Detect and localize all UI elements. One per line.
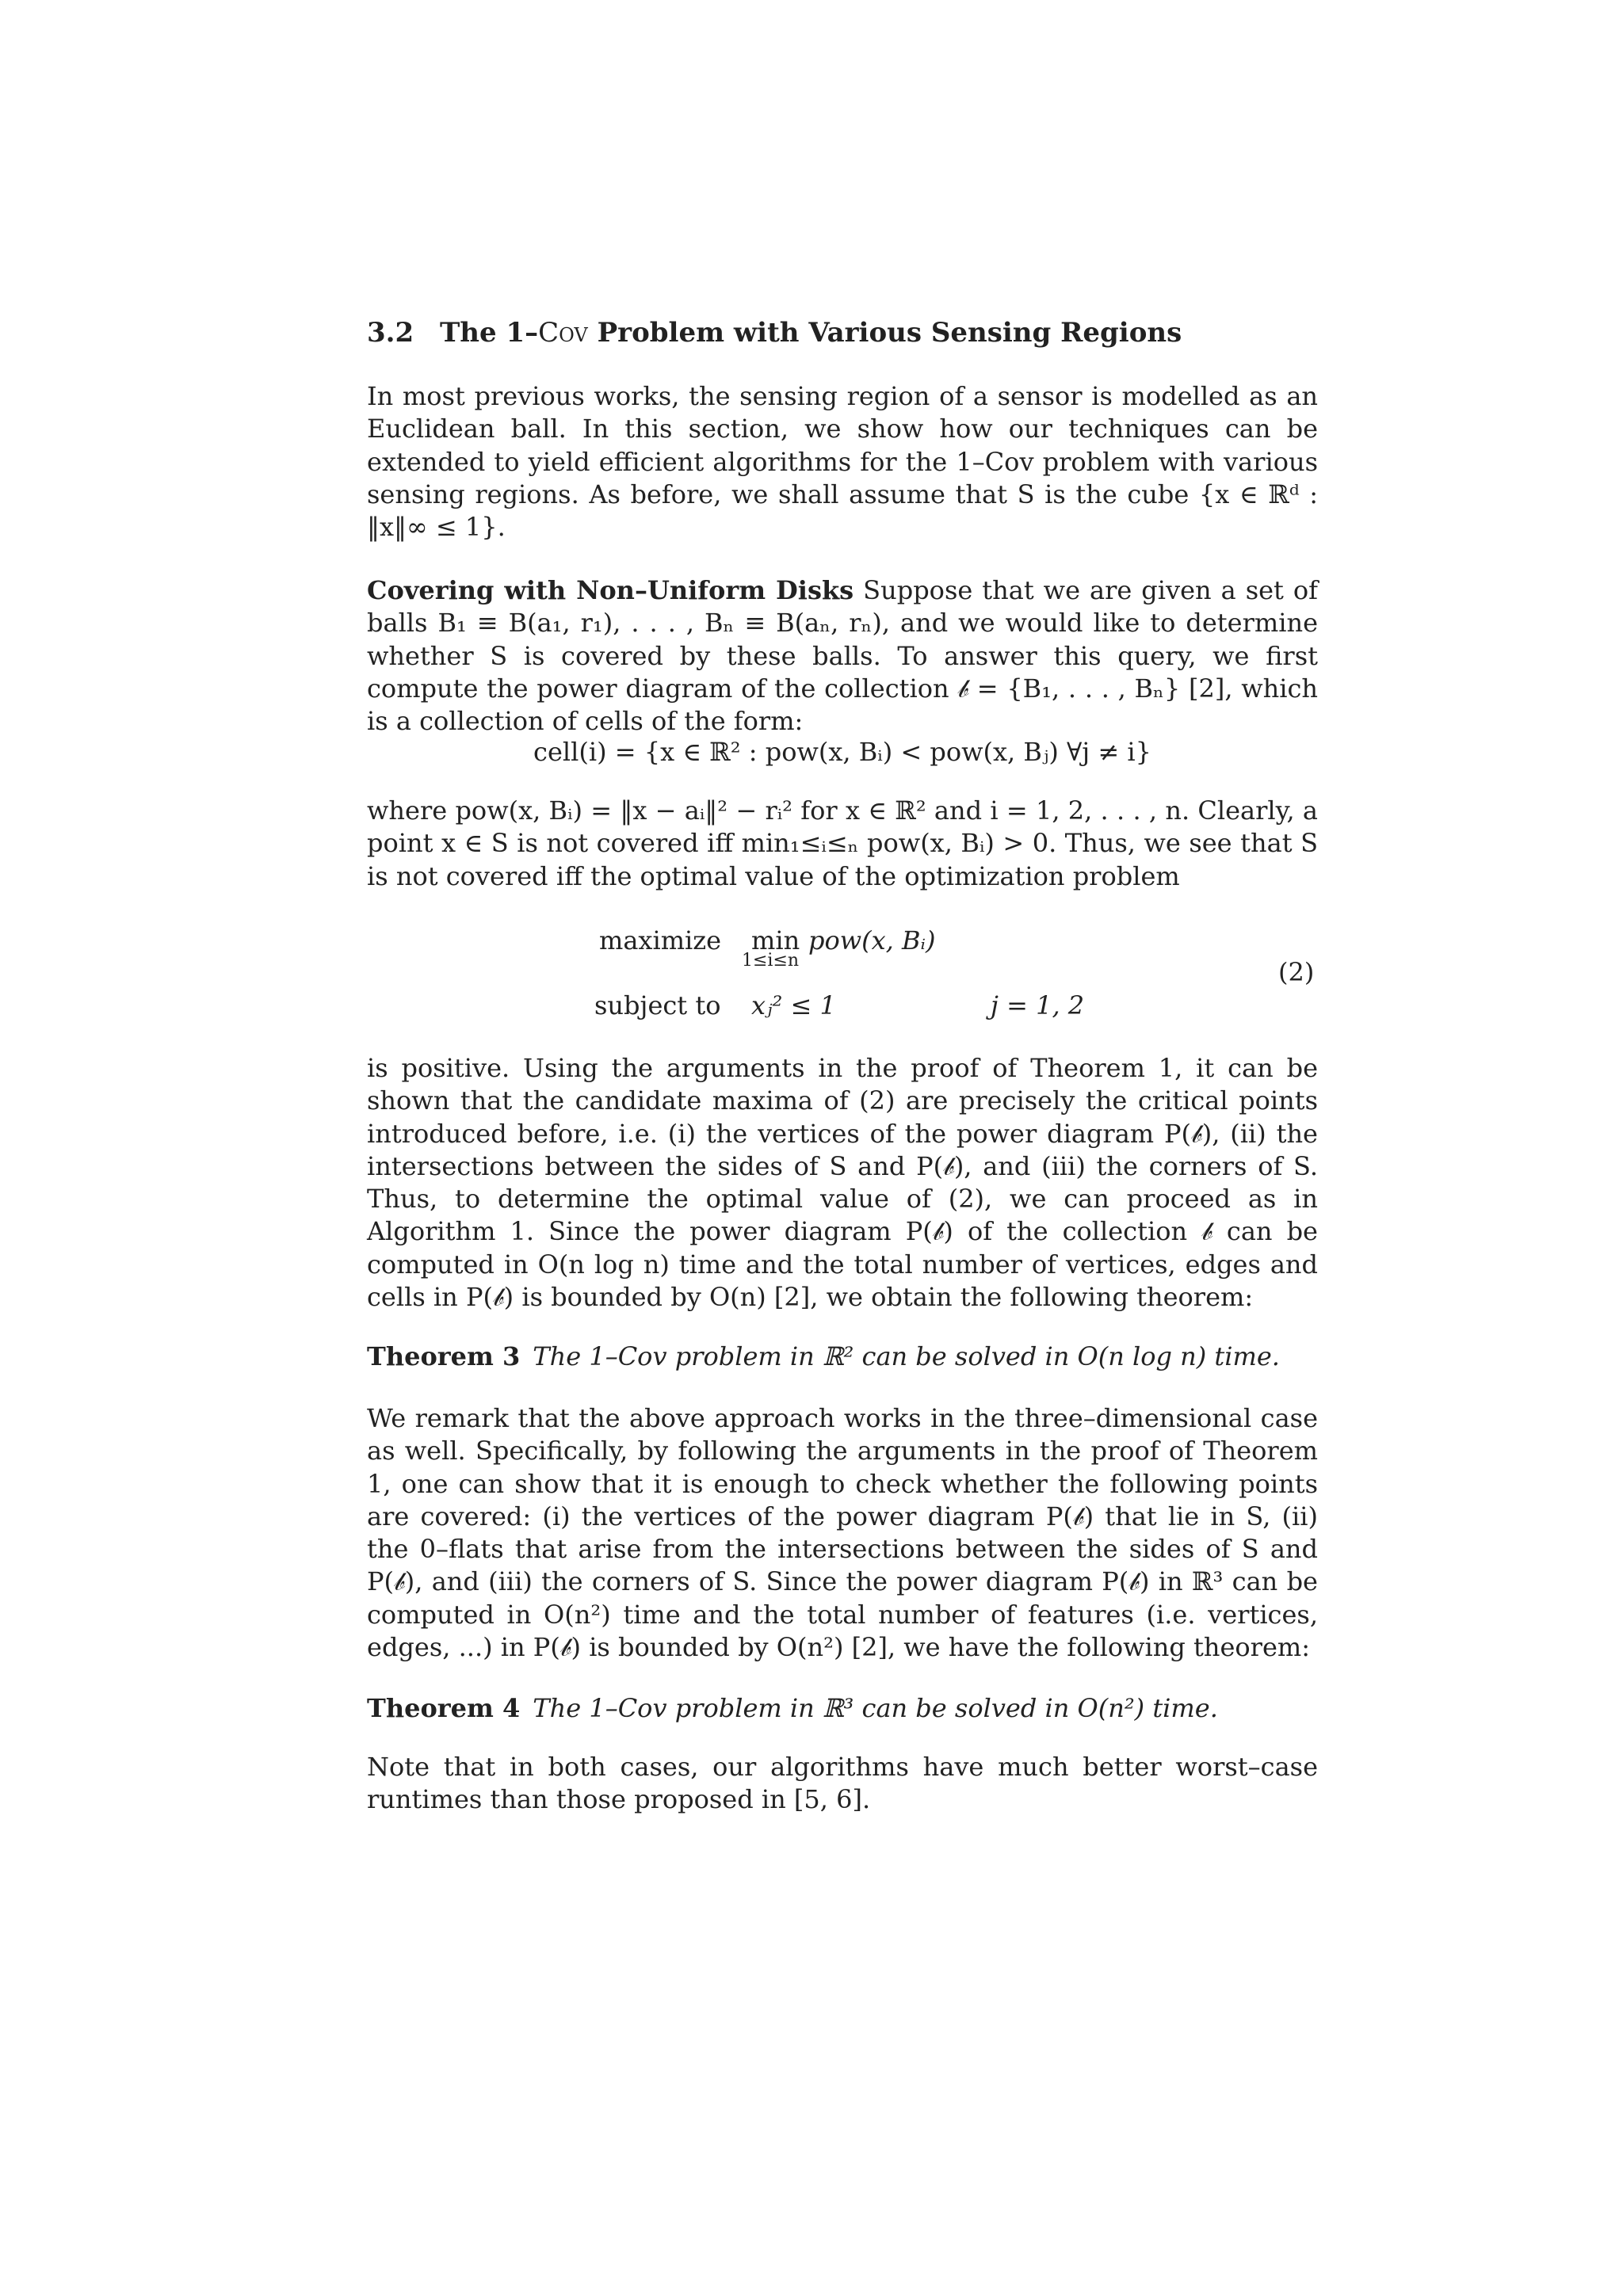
paragraph-heading: Covering with Non–Uniform Disks — [367, 575, 854, 605]
opt-range: j = 1, 2 — [991, 990, 1085, 1020]
paragraph-pow-definition: where pow(x, Bᵢ) = ‖x − aᵢ‖² − rᵢ² for x ∈ ℝ² and i = 1, 2, . . . , n. Clearly, a point x ∈ S is not covered iff min₁≤ᵢ≤ₙ pow(x, Bᵢ) > 0. Thus, we see that S is not covered iff the optimal value of the optimization problem — [367, 795, 1318, 891]
opt-subject-to: subject to — [594, 990, 721, 1020]
equation-cell: cell(i) = {x ∈ ℝ² : pow(x, Bᵢ) < pow(x, Bⱼ) ∀j ≠ i} — [533, 737, 1151, 767]
section-title-pre: The 1– — [440, 317, 539, 349]
paragraph-candidate-maxima: is positive. Using the arguments in the proof of Theorem 1, it can be shown that the candidate maxima of (2) are precisely the critical points introduced before, i.e. (i) the vertices of the power diagram P(𝒷), (ii) the intersections between the sides of S and P(𝒷), and (iii) the corners of S. Thus, to determine the optimal value of (2), we can proceed as in Algorithm 1. Since the power diagram P(𝒷) of the collection 𝒷 can be computed in O(n log n) time and the total number of vertices, edges and cells in P(𝒷) is bounded by O(n) [2], we obtain the following theorem: — [367, 1053, 1318, 1313]
theorem-4-text: The 1–Cov problem in ℝ³ can be solved in O(n²) time. — [533, 1693, 1218, 1723]
opt-min-subscript: 1≤i≤n — [742, 951, 800, 971]
section-number: 3.2 — [367, 317, 414, 349]
paragraph-three-dimensional: We remark that the above approach works in the three–dimensional case as well. Specifically, by following the arguments in the proof of Theorem 1, one can show that it is enough to check whether the following points are covered: (i) the vertices of the power diagram P(𝒷) that lie in S, (ii) the 0–flats that arise from the intersections between the sides of S and P(𝒷), and (iii) the corners of S. Since the power diagram P(𝒷) in ℝ³ can be computed in O(n²) time and the total number of features (i.e. vertices, edges, ...) in P(𝒷) is bounded by O(n²) [2], we have the following theorem: — [367, 1403, 1318, 1663]
section-heading — [367, 317, 1182, 349]
equation-label: (2) — [1278, 957, 1315, 987]
theorem-3-text: The 1–Cov problem in ℝ² can be solved in O(n log n) time. — [533, 1341, 1280, 1371]
paragraph-body: Suppose that we are given a set of balls B₁ ≡ B(a₁, r₁), . . . , Bₙ ≡ B(aₙ, rₙ), and we would like to determine whether S is covered by these balls. To answer this query, we first compute the power diagram of the collection 𝒷 = {B₁, . . . , Bₙ} [2], which is a collection of cells of the form: — [367, 575, 1319, 737]
opt-objective: pow(x, Bᵢ) — [808, 925, 936, 955]
theorem-3-label: Theorem 3 — [367, 1341, 521, 1371]
paragraph-conclusion: Note that in both cases, our algorithms have much better worst–case runtimes than those proposed in [5, 6]. — [367, 1752, 1318, 1815]
paragraph-nonuniform-disks — [367, 574, 1318, 738]
intro-paragraph: In most previous works, the sensing region of a sensor is modelled as an Euclidean ball. In this section, we show how our techniques can be extended to yield efficient algorithms for the 1–Cov problem with various sensing regions. As before, we shall assume that S is the cube {x ∈ ℝᵈ : ‖x‖∞ ≤ 1}. — [367, 381, 1318, 543]
opt-maximize: maximize — [599, 925, 722, 955]
theorem-4 — [367, 1692, 1318, 1725]
opt-min: min — [751, 925, 800, 955]
section-title-post: Problem with Various Sensing Regions — [587, 317, 1182, 349]
theorem-4-label: Theorem 4 — [367, 1693, 521, 1723]
opt-constraint: xⱼ² ≤ 1 — [751, 990, 836, 1020]
section-title-smallcaps: Cov — [538, 317, 588, 349]
theorem-3 — [367, 1341, 1318, 1373]
